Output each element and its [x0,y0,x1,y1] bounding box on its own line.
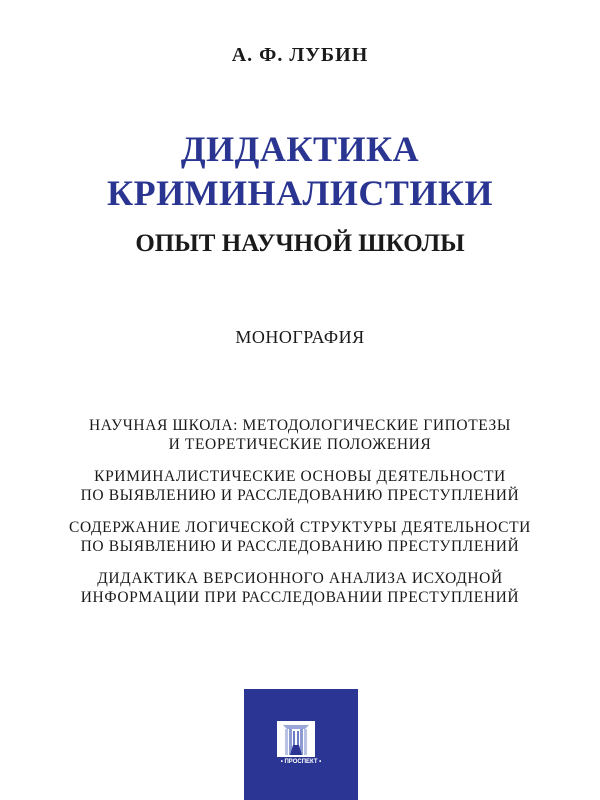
building-columns-icon [277,721,315,757]
topic-item [0,467,600,505]
title-line-1: ДИДАКТИКА [180,129,420,169]
publisher-name: • ПРОСПЕКТ • [280,759,322,765]
publisher-logo [244,689,358,800]
topic-item [0,569,600,607]
genre-label: МОНОГРАФИЯ [235,327,365,347]
topic-line: КРИМИНАЛИСТИЧЕСКИЕ ОСНОВЫ ДЕЯТЕЛЬНОСТИ [94,468,506,485]
topic-line: ПО ВЫЯВЛЕНИЮ И РАССЛЕДОВАНИЮ ПРЕСТУПЛЕНИЙ [80,487,520,504]
topic-line: И ТЕОРЕТИЧЕСКИЕ ПОЛОЖЕНИЯ [168,436,432,453]
author-name: А. Ф. ЛУБИН [231,44,369,66]
topic-item [0,518,600,556]
topic-item [0,416,600,454]
topic-line: СОДЕРЖАНИЕ ЛОГИЧЕСКОЙ СТРУКТУРЫ ДЕЯТЕЛЬНОСТИ [69,519,531,536]
topic-line: ПО ВЫЯВЛЕНИЮ И РАССЛЕДОВАНИЮ ПРЕСТУПЛЕНИЙ [80,538,520,555]
topic-line: ИНФОРМАЦИИ ПРИ РАССЛЕДОВАНИИ ПРЕСТУПЛЕНИЙ [80,589,520,606]
topics-list [0,416,600,620]
topic-line: НАУЧНАЯ ШКОЛА: МЕТОДОЛОГИЧЕСКИЕ ГИПОТЕЗЫ [88,417,512,434]
subtitle: ОПЫТ НАУЧНОЙ ШКОЛЫ [135,230,465,257]
topic-line: ДИДАКТИКА ВЕРСИОННОГО АНАЛИЗА ИСХОДНОЙ [97,570,503,587]
title-line-2: КРИМИНАЛИСТИКИ [106,173,494,213]
